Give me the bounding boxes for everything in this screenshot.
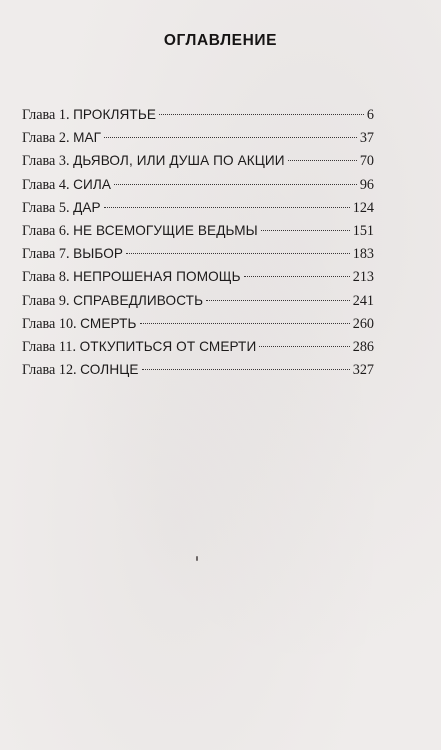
dot-leader	[288, 160, 357, 161]
dot-leader	[244, 276, 350, 277]
toc-chapter-title: СМЕРТЬ	[80, 315, 137, 331]
toc-page-number: 183	[352, 246, 374, 263]
dot-leader	[104, 207, 350, 208]
toc-chapter-title: ОТКУПИТЬСЯ ОТ СМЕРТИ	[79, 338, 257, 354]
dot-leader	[104, 137, 357, 138]
toc-chapter-title: ПРОКЛЯТЬЕ	[73, 107, 157, 122]
toc-chapter-number: Глава 12.	[22, 362, 77, 379]
toc-page-number: 260	[352, 315, 374, 332]
print-speck	[196, 556, 198, 561]
toc-chapter-title: СИЛА	[73, 176, 112, 192]
toc-page-number: 286	[352, 338, 374, 355]
toc-chapter-number: Глава 4.	[22, 176, 70, 193]
toc-entry-label	[22, 265, 241, 289]
toc-entry-label	[22, 103, 156, 127]
toc-chapter-number: Глава 6.	[22, 222, 70, 239]
toc-row	[22, 242, 374, 265]
dot-leader	[142, 369, 350, 370]
toc-row	[22, 149, 374, 172]
toc-chapter-number: Глава 2.	[22, 130, 70, 147]
page-title: ОГЛАВЛЕНИЕ	[163, 32, 278, 49]
toc-chapter-title: НЕПРОШЕНАЯ ПОМОЩЬ	[73, 269, 241, 285]
toc-page-number: 124	[352, 199, 374, 216]
toc-chapter-title: СПРАВЕДЛИВОСТЬ	[73, 292, 204, 308]
toc-entry-label	[22, 173, 111, 197]
toc-row	[22, 103, 374, 126]
dot-leader	[114, 184, 357, 185]
dot-leader	[126, 253, 350, 254]
toc-chapter-title: СОЛНЦЕ	[80, 362, 139, 378]
dot-leader	[159, 114, 364, 115]
toc-entry-label	[22, 312, 137, 336]
toc-chapter-number: Глава 10.	[22, 315, 77, 332]
toc-page-number: 6	[366, 107, 374, 123]
toc-chapter-title: ВЫБОР	[73, 246, 124, 262]
toc-chapter-title: ДАР	[73, 199, 101, 215]
toc-chapter-number: Глава 8.	[22, 269, 70, 286]
toc-entry-label	[22, 126, 101, 150]
toc-row	[22, 335, 374, 358]
toc-entry-label	[22, 219, 258, 243]
dot-leader	[261, 230, 350, 231]
toc-chapter-number: Глава 11.	[22, 338, 77, 355]
toc-page-number: 37	[359, 130, 374, 147]
toc-chapter-number: Глава 3.	[22, 153, 70, 170]
toc-entry-label	[22, 242, 123, 266]
toc-chapter-title: МАГ	[73, 130, 102, 146]
toc-entry-label	[22, 196, 101, 220]
toc-chapter-number: Глава 1.	[22, 107, 70, 123]
table-of-contents	[22, 103, 374, 381]
toc-entry-label	[22, 335, 256, 359]
toc-chapter-title: НЕ ВСЕМОГУЩИЕ ВЕДЬМЫ	[73, 222, 258, 238]
toc-row	[22, 289, 374, 312]
toc-entry-label	[22, 289, 203, 313]
toc-entry-label	[22, 358, 139, 382]
toc-chapter-number: Глава 5.	[22, 199, 70, 216]
dot-leader	[140, 323, 350, 324]
toc-chapter-title: ДЬЯВОЛ, ИЛИ ДУША ПО АКЦИИ	[73, 153, 285, 169]
toc-entry-label	[22, 149, 285, 173]
toc-row	[22, 126, 374, 149]
toc-row	[22, 312, 374, 335]
toc-row	[22, 358, 374, 381]
toc-page-number: 70	[359, 153, 374, 170]
toc-page-number: 96	[359, 176, 374, 193]
toc-row	[22, 196, 374, 219]
toc-page-number: 327	[352, 362, 374, 379]
toc-row	[22, 265, 374, 288]
toc-chapter-number: Глава 7.	[22, 246, 70, 263]
toc-page-number: 241	[352, 292, 374, 309]
dot-leader	[259, 346, 349, 347]
toc-page-number: 213	[352, 269, 374, 286]
toc-row	[22, 173, 374, 196]
toc-row	[22, 219, 374, 242]
dot-leader	[206, 300, 350, 301]
toc-page-number: 151	[352, 222, 374, 239]
toc-chapter-number: Глава 9.	[22, 292, 70, 309]
